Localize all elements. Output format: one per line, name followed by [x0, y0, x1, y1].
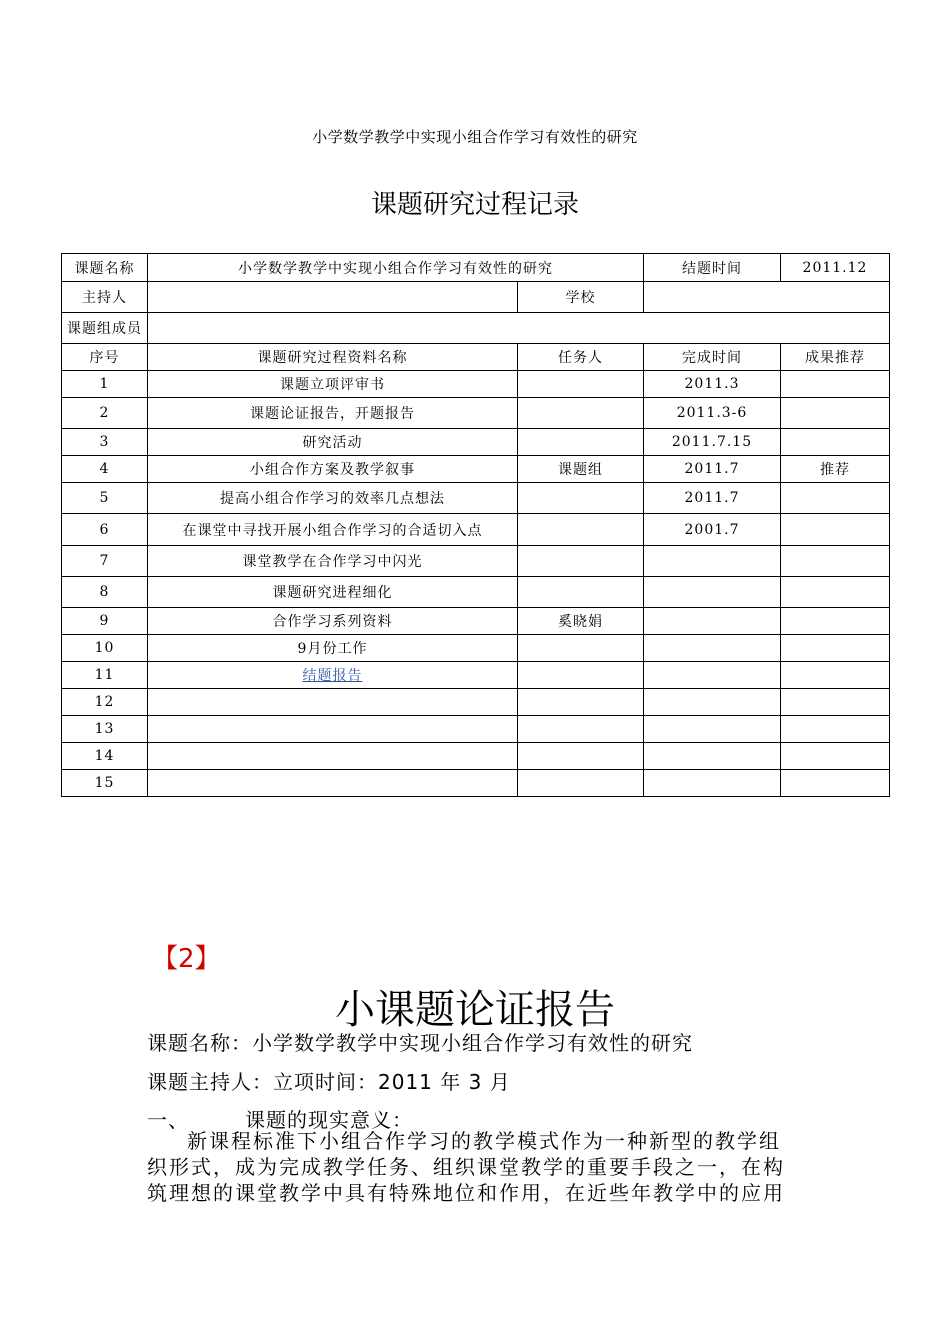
row-number: 10 — [62, 635, 148, 662]
paragraph-line: 新课程标准下小组合作学习的教学模式作为一种新型的教学组 — [187, 1129, 781, 1153]
recommendation — [781, 770, 890, 797]
task-person: 奚晓娟 — [518, 608, 644, 635]
row-number: 8 — [62, 577, 148, 608]
finish-date — [644, 662, 781, 689]
task-person — [518, 689, 644, 716]
task-person — [518, 398, 644, 429]
material-name: 课堂教学在合作学习中闪光 — [148, 546, 518, 577]
table-row — [62, 689, 890, 716]
recommendation — [781, 689, 890, 716]
table-row — [62, 514, 890, 546]
table-row — [62, 371, 890, 398]
end-time-label: 结题时间 — [644, 254, 781, 282]
record-table — [61, 253, 890, 797]
section-heading-number: 一、 — [147, 1108, 189, 1132]
finish-date — [644, 635, 781, 662]
table-row — [62, 398, 890, 429]
recommendation — [781, 429, 890, 456]
table-row — [62, 577, 890, 608]
task-person — [518, 371, 644, 398]
members-row — [62, 313, 890, 344]
task-person — [518, 716, 644, 743]
host-row — [62, 282, 890, 313]
material-name — [148, 662, 518, 689]
task-person — [518, 429, 644, 456]
document-header: 小学数学教学中实现小组合作学习有效性的研究 — [312, 128, 638, 146]
material-name: 课题研究进程细化 — [148, 577, 518, 608]
topic-label: 课题名称 — [62, 254, 148, 282]
material-name: 9月份工作 — [148, 635, 518, 662]
table-row — [62, 546, 890, 577]
report-host-line: 课题主持人：立项时间：2011 年 3 月 — [147, 1070, 511, 1094]
table-row — [62, 608, 890, 635]
members-value — [148, 313, 890, 344]
section-heading-title: 课题的现实意义： — [245, 1108, 413, 1132]
recommendation — [781, 546, 890, 577]
recommendation — [781, 608, 890, 635]
row-number: 6 — [62, 514, 148, 546]
task-person — [518, 483, 644, 514]
recommendation — [781, 743, 890, 770]
task-person: 课题组 — [518, 456, 644, 483]
finish-date: 2011.7 — [644, 483, 781, 514]
row-number: 5 — [62, 483, 148, 514]
end-time-value: 2011.12 — [781, 254, 890, 282]
row-number: 12 — [62, 689, 148, 716]
row-number: 11 — [62, 662, 148, 689]
row-number: 13 — [62, 716, 148, 743]
final-report-link[interactable]: 结题报告 — [302, 668, 363, 684]
recommendation — [781, 398, 890, 429]
task-person — [518, 546, 644, 577]
finish-date: 2011.7.15 — [644, 429, 781, 456]
host-value — [148, 282, 518, 313]
table-row — [62, 743, 890, 770]
report-title: 小课题论证报告 — [335, 987, 615, 1033]
finish-date — [644, 716, 781, 743]
task-person — [518, 743, 644, 770]
paragraph-line: 筑理想的课堂教学中具有特殊地位和作用，在近些年教学中的应用 — [147, 1181, 785, 1205]
material-name: 合作学习系列资料 — [148, 608, 518, 635]
host-label: 主持人 — [62, 282, 148, 313]
recommendation — [781, 635, 890, 662]
school-value — [644, 282, 890, 313]
finish-date — [644, 608, 781, 635]
recommendation: 推荐 — [781, 456, 890, 483]
record-title: 课题研究过程记录 — [370, 190, 579, 220]
row-number: 9 — [62, 608, 148, 635]
row-number: 2 — [62, 398, 148, 429]
school-label: 学校 — [518, 282, 644, 313]
report-topic-line: 课题名称：小学数学教学中实现小组合作学习有效性的研究 — [147, 1031, 693, 1055]
row-number: 4 — [62, 456, 148, 483]
recommendation — [781, 662, 890, 689]
recommendation — [781, 577, 890, 608]
material-name: 提高小组合作学习的效率几点想法 — [148, 483, 518, 514]
task-person — [518, 514, 644, 546]
material-name: 在课堂中寻找开展小组合作学习的合适切入点 — [148, 514, 518, 546]
material-name — [148, 770, 518, 797]
recommendation — [781, 716, 890, 743]
task-person — [518, 770, 644, 797]
finish-date: 2011.3 — [644, 371, 781, 398]
row-number: 7 — [62, 546, 148, 577]
table-row — [62, 716, 890, 743]
paragraph-line: 织形式，成为完成教学任务、组织课堂教学的重要手段之一，在构 — [147, 1155, 785, 1179]
topic-row — [62, 254, 890, 282]
row-number: 14 — [62, 743, 148, 770]
finish-date: 2011.7 — [644, 456, 781, 483]
column-header: 完成时间 — [644, 344, 781, 371]
column-header: 序号 — [62, 344, 148, 371]
table-row — [62, 456, 890, 483]
finish-date — [644, 770, 781, 797]
task-person — [518, 662, 644, 689]
row-number: 1 — [62, 371, 148, 398]
material-name: 课题论证报告，开题报告 — [148, 398, 518, 429]
table-row — [62, 662, 890, 689]
recommendation — [781, 371, 890, 398]
finish-date — [644, 689, 781, 716]
material-name: 课题立项评审书 — [148, 371, 518, 398]
material-name — [148, 689, 518, 716]
task-person — [518, 577, 644, 608]
row-number: 3 — [62, 429, 148, 456]
finish-date — [644, 577, 781, 608]
row-number: 15 — [62, 770, 148, 797]
column-header: 成果推荐 — [781, 344, 890, 371]
column-header: 任务人 — [518, 344, 644, 371]
table-row — [62, 635, 890, 662]
column-header: 课题研究过程资料名称 — [148, 344, 518, 371]
table-row — [62, 483, 890, 514]
recommendation — [781, 483, 890, 514]
finish-date — [644, 546, 781, 577]
finish-date — [644, 743, 781, 770]
material-name: 小组合作方案及教学叙事 — [148, 456, 518, 483]
section-number-mark: 【2】 — [152, 944, 221, 974]
table-row — [62, 770, 890, 797]
material-name — [148, 716, 518, 743]
recommendation — [781, 514, 890, 546]
column-header-row — [62, 344, 890, 371]
table-row — [62, 429, 890, 456]
material-name: 研究活动 — [148, 429, 518, 456]
finish-date: 2001.7 — [644, 514, 781, 546]
topic-value: 小学数学教学中实现小组合作学习有效性的研究 — [148, 254, 644, 282]
finish-date: 2011.3-6 — [644, 398, 781, 429]
task-person — [518, 635, 644, 662]
material-name — [148, 743, 518, 770]
members-label: 课题组成员 — [62, 313, 148, 344]
